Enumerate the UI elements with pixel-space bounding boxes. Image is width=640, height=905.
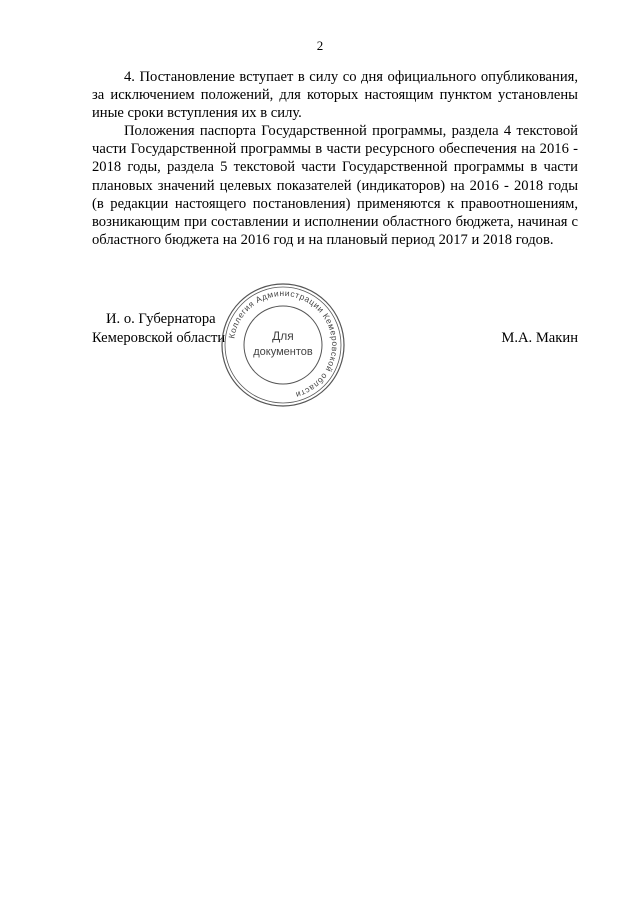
paragraph-effective-date: 4. Постановление вступает в силу со дня официального опубликования, за исключением положений, для которых настоящим пунктом установлены иные сроки вступления их в силу. xyxy=(92,69,578,122)
signatory-title: И. о. Губернатора xyxy=(106,311,216,327)
stamp-line-2: документов xyxy=(253,346,313,358)
document-body xyxy=(92,68,578,249)
stamp-ring-text: Коллегия Администрации Кемеровской области xyxy=(226,287,341,401)
signatory-organization: Кемеровской области xyxy=(92,330,226,346)
stamp-line-1: Для xyxy=(272,329,294,343)
signatory-name: М.А. Макин xyxy=(501,330,578,346)
page-number: 2 xyxy=(316,38,324,53)
official-stamp xyxy=(220,282,346,408)
paragraph-applicability: Положения паспорта Государственной программы, раздела 4 текстовой части Государственной программы в части ресурсного обеспечения на 2016 - 2018 годы, раздела 5 текстовой части Государственной программы в части плановых значений целевых показателей (индикаторов) на 2016 - 2018 годы (в редакции настоящего постановления) применяются к правоотношениям, возникающим при составлении и исполнении областного бюджета, начиная с областного бюджета на 2016 год и на плановый период 2017 и 2018 годов. xyxy=(92,123,578,248)
